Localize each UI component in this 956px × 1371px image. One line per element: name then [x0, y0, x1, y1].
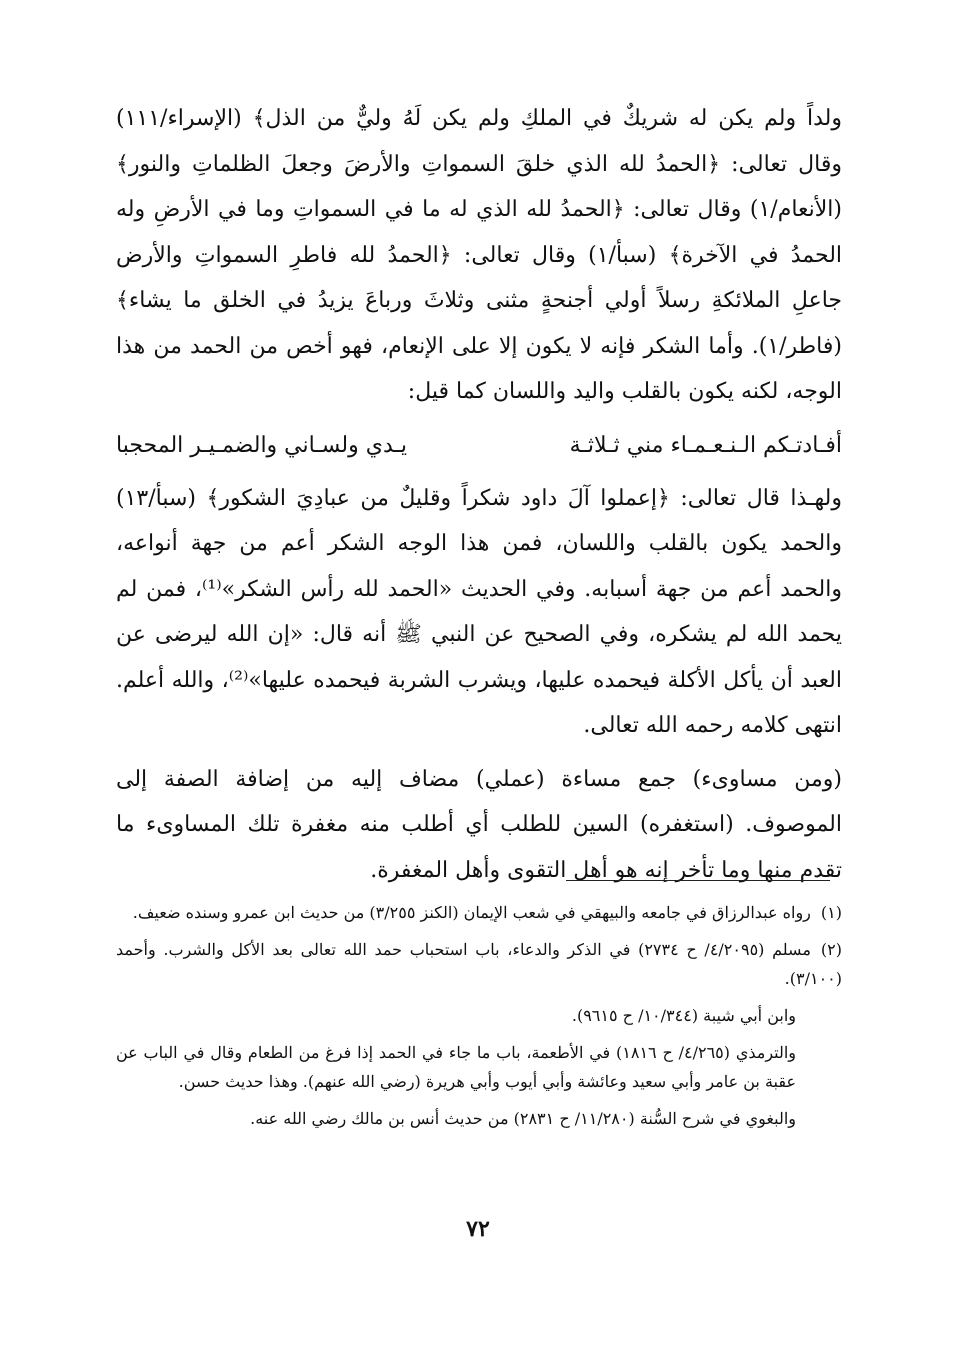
- footnote-number: (١): [820, 903, 842, 922]
- footnote-separator: [566, 880, 830, 881]
- footnote-2-continued: والترمذي (٤/٢٦٥/ ح ١٨١٦) في الأطعمة، باب ما جاء في الحمد إذا فرغ من الطعام وقال في الباب عن عقبة بن عامر وأبي سعيد وعائشة وأبي أيوب وأبي هريرة (رضي الله عنهم). وهذا حديث حسن.: [116, 1043, 797, 1091]
- page-number: ٧٢: [466, 1216, 490, 1242]
- footnote-text: مسلم (٤/٢٠٩٥/ ح ٢٧٣٤) في الذكر والدعاء، باب استحباب حمد الله تعالى بعد الأكل والشرب. وأحمد (٣/١٠٠).: [116, 940, 842, 988]
- footnote-1: [116, 898, 842, 927]
- footnote-2-continued: وابن أبي شيبة (١٠/٣٤٤/ ح ٩٦١٥).: [571, 1006, 796, 1025]
- paragraph-3: (ومن مساوىء) جمع مساءة (عملي) مضاف إليه من إضافة الصفة إلى الموصوف. (استغفره) السين للطلب أي أطلب منه مغفرة تلك المساوىء ما تقدم منها وما تأخر إنه هو أهل التقوى وأهل المغفرة.: [116, 766, 842, 883]
- main-text: [116, 96, 842, 893]
- poetry-verse: [116, 423, 842, 468]
- footnote-2-continued: والبغوي في شرح السُّنة (١١/٢٨٠/ ح ٢٨٣١) من حديث أنس بن مالك رضي الله عنه.: [250, 1109, 796, 1128]
- footnote-2: [116, 935, 842, 993]
- footnote-text: رواه عبدالرزاق في جامعه والبيهقي في شعب الإيمان (الكنز ٣/٢٥٥) من حديث ابن عمرو وسنده ضعيف.: [132, 903, 811, 922]
- verse-first-hemistich: أفـادتـكم الـنـعـمـاء مني ثـلاثـة: [569, 432, 842, 458]
- footnote-number: (٢): [820, 940, 842, 959]
- footnotes: [116, 898, 842, 1141]
- paragraph-1: ولداً ولم يكن له شريكٌ في الملكِ ولم يكن لَهُ وليٌّ من الذل﴾ (الإسراء/١١١) وقال تعالى: ﴿الحمدُ لله الذي خلقَ السمواتِ والأرضَ وجعلَ الظلماتِ والنور﴾ (الأنعام/١) وقال تعالى: ﴿الحمدُ لله الذي له ما في السمواتِ وما في الأرضِ وله الحمدُ في الآخرة﴾ (سبأ/١) وقال تعالى: ﴿الحمدُ لله فاطرِ السمواتِ والأرض جاعلِ الملائكةِ رسلاً أولي أجنحةٍ مثنى وثلاثَ ورباعَ يزيدُ في الخلق ما يشاء﴾ (فاطر/١). وأما الشكر فإنه لا يكون إلا على الإنعام، فهو أخص من الحمد من هذا الوجه، لكنه يكون بالقلب واليد واللسان كما قيل:: [116, 106, 843, 404]
- paragraph-2: ولهـذا قال تعالى: ﴿إعملوا آلَ داود شكراً وقليلٌ من عبادِيَ الشكور﴾ (سبأ/١٣) والحمد يكون بالقلب واللسان، فمن هذا الوجه الشكر أعم من جهة أنواعه، والحمد أعم من جهة أسبابه. وفي الحديث «الحمد لله رأس الشكر»⁽¹⁾، فمن لم يحمد الله لم يشكره، وفي الصحيح عن النبي ﷺ أنه قال: «إن الله ليرضى عن العبد أن يأكل الأكلة فيحمده عليها، ويشرب الشربة فيحمده عليها»⁽²⁾، والله أعلم. انتهى كلامه رحمه الله تعالى.: [116, 485, 842, 738]
- verse-second-hemistich: يـدي ولسـاني والضمـيـر المحجبا: [116, 432, 408, 458]
